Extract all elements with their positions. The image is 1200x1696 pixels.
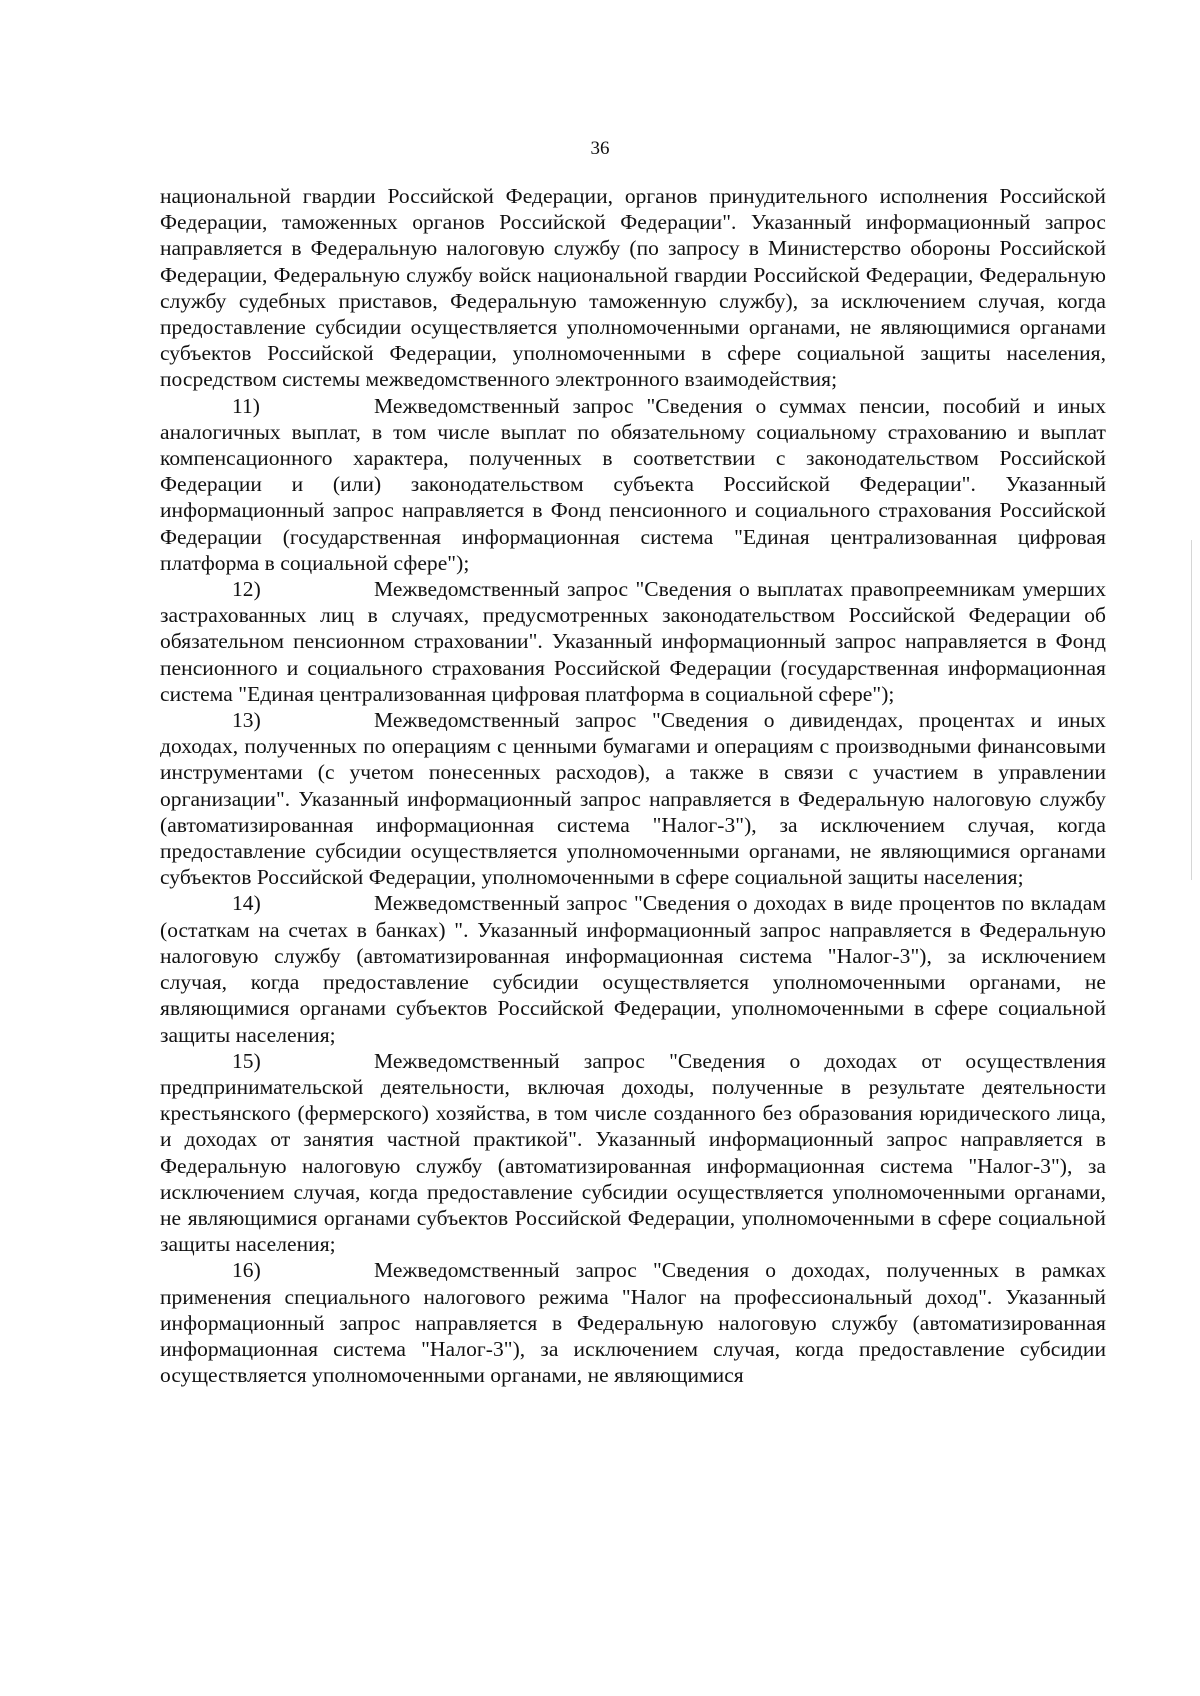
document-body	[160, 183, 1106, 1388]
paragraph-text: Межведомственный запрос "Сведения о суммах пенсии, пособий и иных аналогичных выплат, в том числе выплат по обязательному социальному страхованию и выплат компенсационного характера, полученных в соответствии с законодательством Российской Федерации и (или) законодательством субъекта Российской Федерации". Указанный информационный запрос направляется в Фонд пенсионного и социального страхования Российской Федерации (государственная информационная система "Единая централизованная цифровая платформа в социальной сфере");	[160, 393, 1106, 575]
paragraph-item-15	[160, 1048, 1106, 1258]
item-number: 15)	[232, 1048, 261, 1073]
scan-edge-line	[1191, 540, 1192, 880]
paragraph-text: Межведомственный запрос "Сведения о доходах, полученных в рамках применения специального налогового режима "Налог на профессиональный доход". Указанный информационный запрос направляется в Федеральную налоговую службу (автоматизированная информационная система "Налог-3"), за исключением случая, когда предоставление субсидии осуществляется уполномоченными органами, не являющимися	[160, 1258, 1106, 1388]
page-number: 36	[590, 138, 610, 159]
paragraph-item-12	[160, 576, 1106, 707]
item-number: 11)	[232, 393, 261, 418]
paragraph-item-16	[160, 1257, 1106, 1388]
paragraph-item-13	[160, 707, 1106, 890]
paragraph-continuation	[160, 183, 1106, 393]
item-number: 14)	[232, 891, 261, 916]
paragraph-text: Межведомственный запрос "Сведения о доходах от осуществления предпринимательской деятельности, включая доходы, полученные в результате деятельности крестьянского (фермерского) хозяйства, в том числе созданного без образования юридического лица, и доходах от занятия частной практикой". Указанный информационный запрос направляется в Федеральную налоговую службу (автоматизированная информационная система "Налог-3"), за исключением случая, когда предоставление субсидии осуществляется уполномоченными органами, не являющимися органами субъектов Российской Федерации, уполномоченными в сфере социальной защиты населения;	[160, 1048, 1106, 1257]
paragraph-item-11	[160, 393, 1106, 576]
item-number: 12)	[232, 577, 261, 602]
paragraph-item-14	[160, 890, 1106, 1047]
paragraph-text: Межведомственный запрос "Сведения о доходах в виде процентов по вкладам (остаткам на счетах в банках) ". Указанный информационный запрос направляется в Федеральную налоговую службу (автоматизированная информационная система "Налог-3"), за исключением случая, когда предоставление субсидии осуществляется уполномоченными органами, не являющимися органами субъектов Российской Федерации, уполномоченными в сфере социальной защиты населения;	[160, 891, 1106, 1047]
item-number: 13)	[232, 708, 261, 733]
paragraph-text: Межведомственный запрос "Сведения о выплатах правопреемникам умерших застрахованных лиц в случаях, предусмотренных законодательством Российской Федерации об обязательном пенсионном страховании". Указанный информационный запрос направляется в Фонд пенсионного и социального страхования Российской Федерации (государственная информационная система "Единая централизованная цифровая платформа в социальной сфере");	[160, 577, 1106, 706]
paragraph-text: национальной гвардии Российской Федерации, органов принудительного исполнения Российской Федерации, таможенных органов Российской Федерации". Указанный информационный запрос направляется в Федеральную налоговую службу (по запросу в Министерство обороны Российской Федерации, Федеральную службу войск национальной гвардии Российской Федерации, Федеральную службу судебных приставов, Федеральную таможенную службу), за исключением случая, когда предоставление субсидии осуществляется уполномоченными органами, не являющимися органами субъектов Российской Федерации, уполномоченными в сфере социальной защиты населения, посредством системы межведомственного электронного взаимодействия;	[160, 184, 1106, 392]
item-number: 16)	[232, 1258, 261, 1283]
paragraph-text: Межведомственный запрос "Сведения о дивидендах, процентах и иных доходах, полученных по операциям с ценными бумагами и операциям с производными финансовыми инструментами (с учетом понесенных расходов), а также в связи с участием в управлении организации". Указанный информационный запрос направляется в Федеральную налоговую службу (автоматизированная информационная система "Налог-3"), за исключением случая, когда предоставление субсидии осуществляется уполномоченными органами, не являющимися органами субъектов Российской Федерации, уполномоченными в сфере социальной защиты населения;	[160, 708, 1106, 890]
